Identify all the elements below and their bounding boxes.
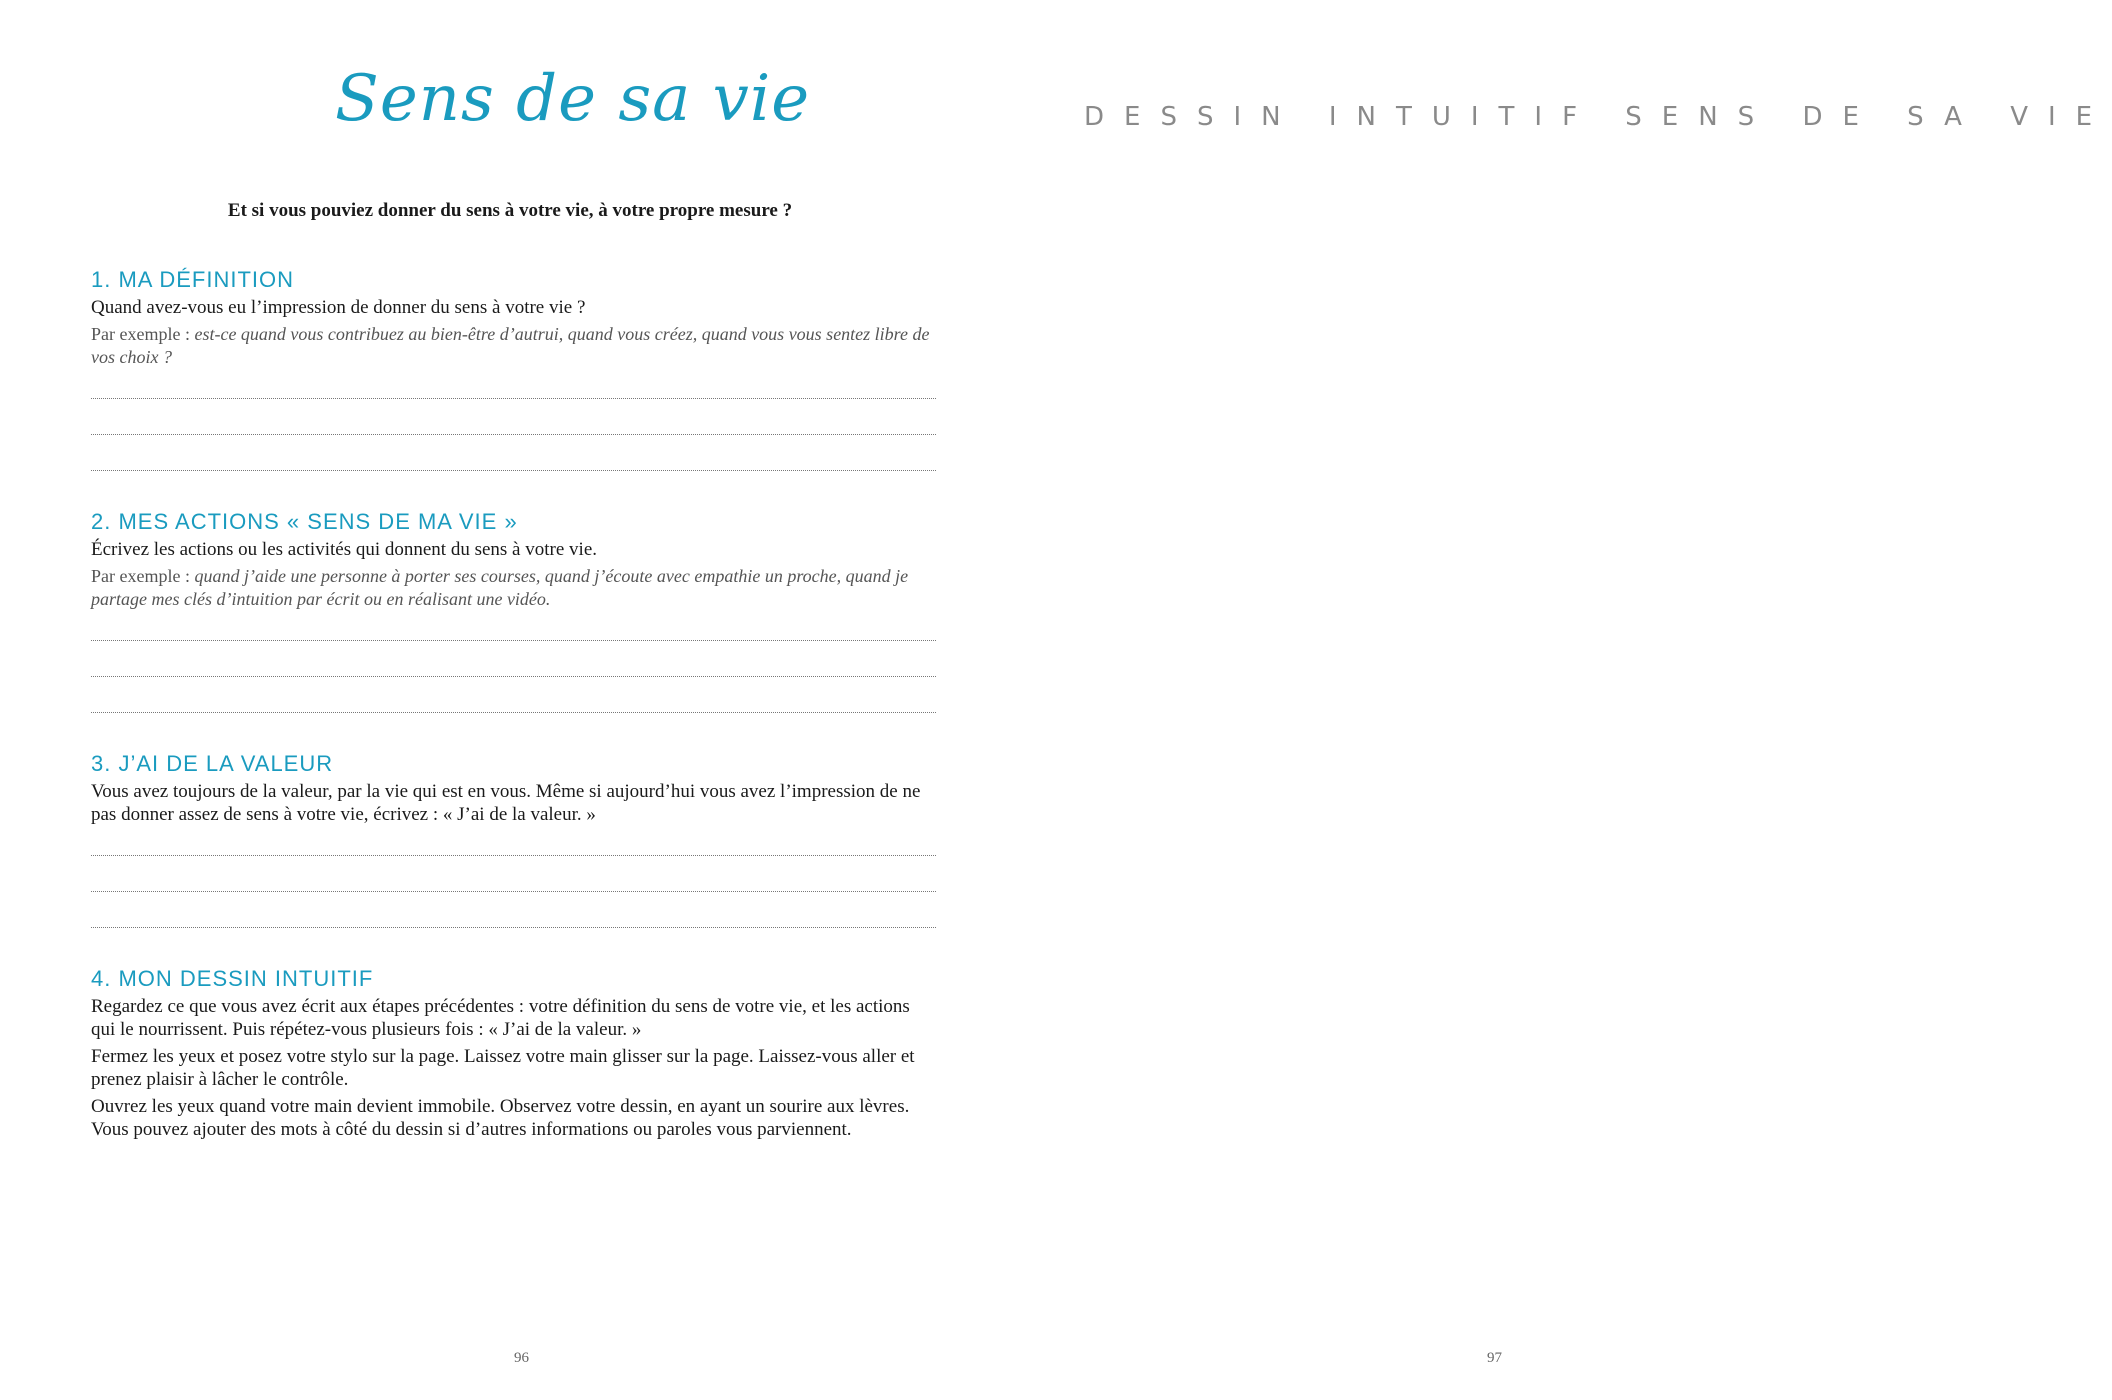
script-title: Sens de sa vie xyxy=(335,62,811,136)
writing-line[interactable] xyxy=(91,399,936,435)
section-question: Écrivez les actions ou les activités qui donnent du sens à votre vie. xyxy=(91,539,597,560)
section-heading: 4. MON DESSIN INTUITIF xyxy=(91,966,374,991)
writing-line[interactable] xyxy=(91,611,936,641)
section-dessin-intuitif xyxy=(91,965,936,1141)
section-paragraph: Regardez ce que vous avez écrit aux étapes précédentes : votre définition du sens de votre vie, et les actions qui le nourrissent. Puis répétez-vous plusieurs fois : « J’ai de la valeur. » xyxy=(91,996,910,1040)
section-example xyxy=(91,323,936,369)
writing-line[interactable] xyxy=(91,892,936,928)
example-body: est-ce quand vous contribuez au bien-être d’autrui, quand vous créez, quand vous vous sentez libre de vos choix ? xyxy=(91,324,930,367)
example-body: quand j’aide une personne à porter ses courses, quand j’écoute avec empathie un proche, quand je partage mes clés d’intuition par écrit ou en réalisant une vidéo. xyxy=(91,566,909,609)
section-ma-definition xyxy=(91,266,936,471)
right-page xyxy=(1004,0,2112,1400)
section-heading: 3. J’AI DE LA VALEUR xyxy=(91,751,334,776)
section-mes-actions xyxy=(91,508,936,713)
writing-line[interactable] xyxy=(91,826,936,856)
page-number-left: 96 xyxy=(514,1350,529,1366)
page-number-right: 97 xyxy=(1487,1350,1502,1366)
running-head: DESSIN INTUITIF SENS DE SA VIE xyxy=(1084,102,2112,132)
writing-line[interactable] xyxy=(91,369,936,399)
section-heading: 1. MA DÉFINITION xyxy=(91,267,295,292)
section-paragraph: Fermez les yeux et posez votre stylo sur la page. Laissez votre main glisser sur la page. Laissez-vous aller et prenez plaisir à lâcher le contrôle. xyxy=(91,1046,915,1090)
writing-line[interactable] xyxy=(91,435,936,471)
section-paragraph: Ouvrez les yeux quand votre main devient immobile. Observez votre dessin, en ayant un sourire aux lèvres. Vous pouvez ajouter des mots à côté du dessin si d’autres informations ou paroles vous parviennent. xyxy=(91,1096,910,1140)
writing-line[interactable] xyxy=(91,856,936,892)
writing-line[interactable] xyxy=(91,677,936,713)
section-valeur xyxy=(91,750,936,928)
writing-line[interactable] xyxy=(91,641,936,677)
example-prefix: Par exemple : xyxy=(91,566,195,586)
left-page xyxy=(0,0,1004,1400)
section-text: Vous avez toujours de la valeur, par la vie qui est en vous. Même si aujourd’hui vous avez l’impression de ne pas donner assez de sens à votre vie, écrivez : « J’ai de la valeur. » xyxy=(91,781,921,825)
section-question: Quand avez-vous eu l’impression de donner du sens à votre vie ? xyxy=(91,297,586,318)
intro-question: Et si vous pouviez donner du sens à votre vie, à votre propre mesure ? xyxy=(227,200,793,221)
example-prefix: Par exemple : xyxy=(91,324,195,344)
section-example xyxy=(91,565,936,611)
section-heading: 2. MES ACTIONS « SENS DE MA VIE » xyxy=(91,509,518,534)
